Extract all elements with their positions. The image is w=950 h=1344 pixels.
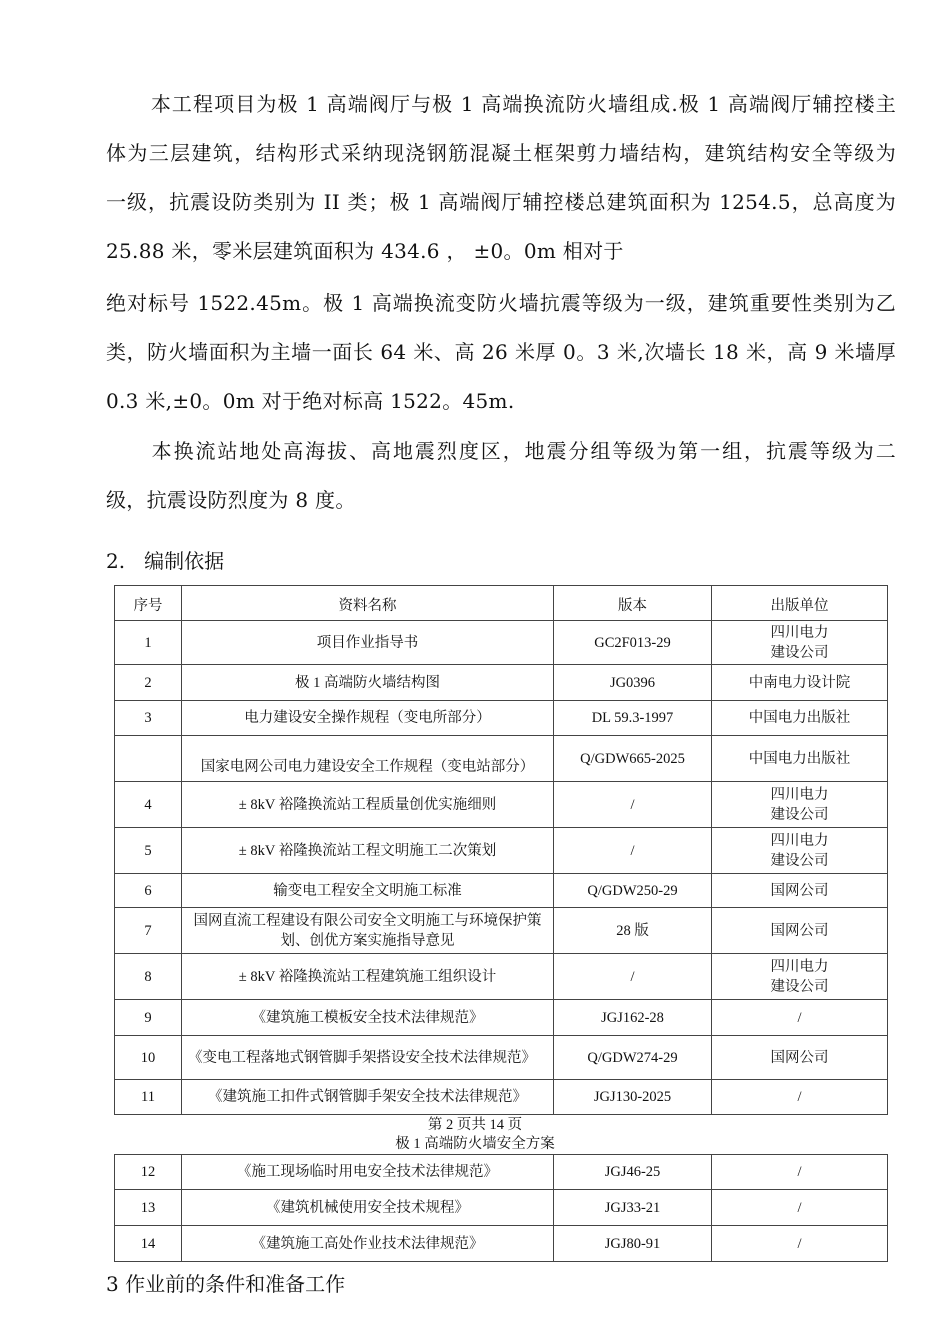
table-row [115,1190,888,1226]
section-heading-basis [106,545,224,574]
cell-name: 《建筑施工扣件式钢管脚手架安全技术法律规范》 [182,1080,554,1115]
cell-no: 8 [115,954,182,1000]
cell-publisher: 中国电力出版社 [712,701,888,736]
cell-name: 《变电工程落地式钢管脚手架搭设安全技术法律规范》 [182,1036,554,1080]
cell-version: 28 版 [554,908,712,954]
text-line: 绝对标号 1522.45m。极 1 高端换流变防火墙抗震等级为一级，建筑重要性类别为乙 [106,291,896,315]
cell-name: 《建筑机械使用安全技术规程》 [182,1190,554,1226]
cell-publisher: 中国电力出版社 [712,736,888,782]
section-number: 2. [106,549,126,573]
cell-publisher: 国网公司 [712,908,888,954]
cell-version: Q/GDW250-29 [554,874,712,908]
reference-table-continued [114,1154,888,1262]
cell-no: 5 [115,828,182,874]
text-line: 级，抗震设防烈度为 8 度。 [106,488,356,512]
text-line: 25.88 米，零米层建筑面积为 434.6 ， ±0。0m 相对于 [106,239,624,263]
cell-name: 极 1 高端防火墙结构图 [182,665,554,701]
text-line: 0.3 米,±0。0m 对于绝对标高 1522。45m. [106,389,515,413]
header-no: 序号 [115,586,182,621]
cell-name: 《建筑施工高处作业技术法律规范》 [182,1226,554,1262]
cell-name: ± 8kV 裕隆换流站工程质量创优实施细则 [182,782,554,828]
cell-version: JG0396 [554,665,712,701]
cell-version: GC2F013-29 [554,621,712,665]
cell-publisher: 国网公司 [712,1036,888,1080]
table-row [115,908,888,954]
cell-no: 13 [115,1190,182,1226]
paragraph-seismic [106,427,896,525]
table-row [115,1155,888,1190]
header-name: 资料名称 [182,586,554,621]
cell-no: 6 [115,874,182,908]
cell-version: JGJ130-2025 [554,1080,712,1115]
table-row [115,1000,888,1036]
text-line: 类，防火墙面积为主墙一面长 64 米、高 26 米厚 0。3 米,次墙长 18 米，高 9 米墙厚 [106,340,896,364]
table-header-row [115,586,888,621]
cell-name: ± 8kV 裕隆换流站工程文明施工二次策划 [182,828,554,874]
text-line: 体为三层建筑，结构形式采纳现浇钢筋混凝土框架剪力墙结构，建筑结构安全等级为 [106,141,896,165]
cell-name: 输变电工程安全文明施工标准 [182,874,554,908]
page-number: 第 2 页共 14 页 [427,1117,523,1133]
cell-publisher: 四川电力 建设公司 [712,782,888,828]
paragraph-firewall [106,279,896,426]
cell-publisher: 四川电力 建设公司 [712,954,888,1000]
table-row [115,1226,888,1262]
section-title: 3 作业前的条件和准备工作 [106,1272,346,1296]
cell-publisher: / [712,1190,888,1226]
cell-publisher: / [712,1080,888,1115]
cell-no: 2 [115,665,182,701]
cell-name: 国家电网公司电力建设安全工作规程（变电站部分） [182,736,554,782]
cell-no: 12 [115,1155,182,1190]
cell-publisher: 四川电力 建设公司 [712,828,888,874]
page-header [0,1135,950,1153]
cell-publisher: / [712,1155,888,1190]
cell-version: / [554,782,712,828]
cell-no: 14 [115,1226,182,1262]
cell-publisher: 国网公司 [712,874,888,908]
cell-version: / [554,954,712,1000]
table-row [115,1080,888,1115]
cell-version: / [554,828,712,874]
reference-table [114,585,888,1115]
text-line: 本换流站地处高海拔、高地震烈度区，地震分组等级为第一组，抗震等级为二 [150,439,896,463]
cell-version: Q/GDW274-29 [554,1036,712,1080]
cell-no [115,736,182,782]
cell-publisher: 四川电力 建设公司 [712,621,888,665]
header-publisher: 出版单位 [712,586,888,621]
cell-no: 10 [115,1036,182,1080]
cell-name: 国网直流工程建设有限公司安全文明施工与环境保护策划、创优方案实施指导意见 [182,908,554,954]
cell-no: 11 [115,1080,182,1115]
cell-no: 9 [115,1000,182,1036]
cell-name: ± 8kV 裕隆换流站工程建筑施工组织设计 [182,954,554,1000]
table-row [115,701,888,736]
cell-no: 7 [115,908,182,954]
page-footer [0,1116,950,1134]
table-row [115,874,888,908]
table-row [115,828,888,874]
text-line: 一级，抗震设防类别为 II 类；极 1 高端阀厅辅控楼总建筑面积为 1254.5，总高度为 [106,190,896,214]
cell-name: 《施工现场临时用电安全技术法律规范》 [182,1155,554,1190]
table-row [115,736,888,782]
cell-no: 4 [115,782,182,828]
cell-publisher: / [712,1226,888,1262]
section-title: 编制依据 [144,549,225,573]
table-row [115,954,888,1000]
text-line: 本工程项目为极 1 高端阀厅与极 1 高端换流防火墙组成.极 1 高端阀厅辅控楼主 [150,92,896,116]
cell-name: 项目作业指导书 [182,621,554,665]
cell-version: JGJ162-28 [554,1000,712,1036]
cell-version: Q/GDW665-2025 [554,736,712,782]
table-row [115,621,888,665]
cell-name: 电力建设安全操作规程（变电所部分） [182,701,554,736]
cell-version: JGJ80-91 [554,1226,712,1262]
table-row [115,782,888,828]
cell-version: JGJ46-25 [554,1155,712,1190]
cell-publisher: / [712,1000,888,1036]
cell-no: 3 [115,701,182,736]
cell-name: 《建筑施工模板安全技术法律规范》 [182,1000,554,1036]
cell-version: JGJ33-21 [554,1190,712,1226]
table-row [115,1036,888,1080]
paragraph-project-overview [106,80,896,276]
cell-version: DL 59.3-1997 [554,701,712,736]
document-title: 极 1 高端防火墙安全方案 [395,1136,555,1152]
table-row [115,665,888,701]
section-heading-preparation [106,1268,345,1297]
cell-publisher: 中南电力设计院 [712,665,888,701]
cell-no: 1 [115,621,182,665]
header-version: 版本 [554,586,712,621]
